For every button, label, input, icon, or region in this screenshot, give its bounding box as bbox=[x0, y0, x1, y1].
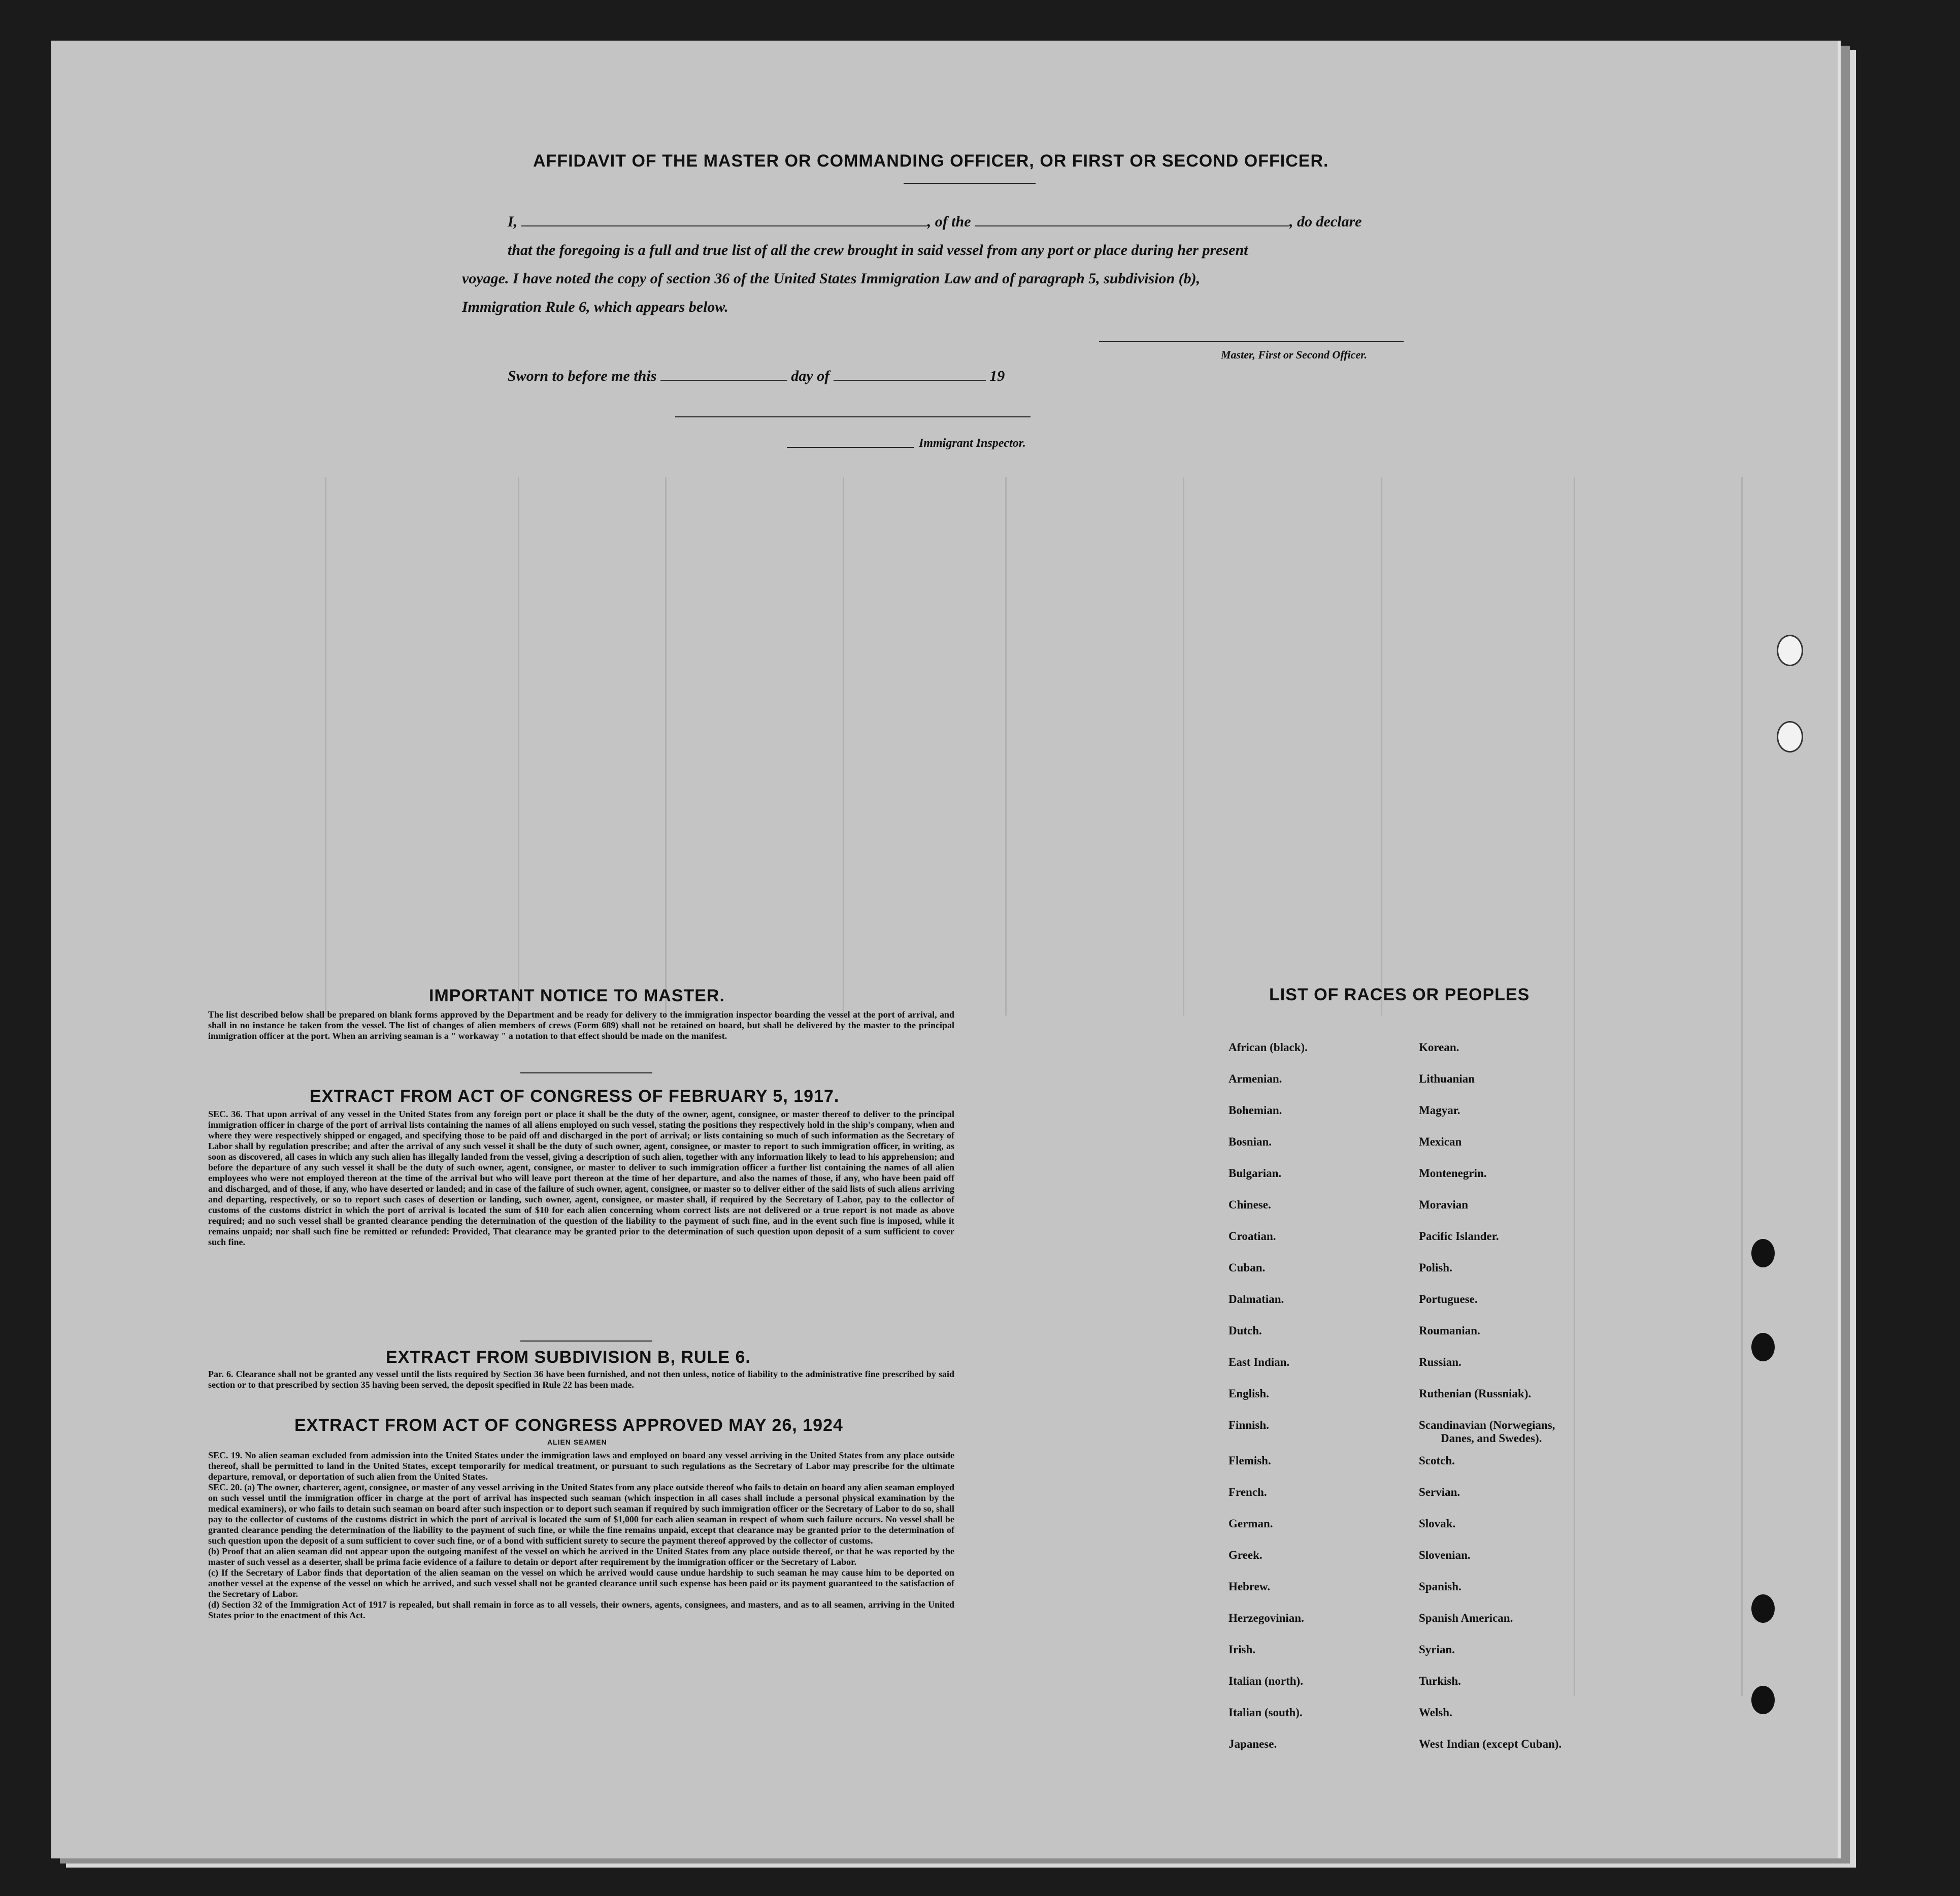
race-item: Lithuanian bbox=[1419, 1072, 1475, 1085]
race-item: Greek. bbox=[1228, 1549, 1263, 1561]
sworn-line: Sworn to before me this day of 19 bbox=[508, 368, 1005, 384]
form-page bbox=[51, 41, 1841, 1858]
race-item: Moravian bbox=[1419, 1198, 1469, 1211]
sec-20d-paragraph: (d) Section 32 of the Immigration Act of 1917 is repealed, but shall remain in force as to all vessels, their owners, agents, consignees, and masters, and as to all seamen, arriving in the United States prior to the enactment of this Act. bbox=[208, 1599, 954, 1620]
declaration-line-2: that the foregoing is a full and true list of all the crew brought in said vessel from any port or place during her present bbox=[508, 242, 1248, 258]
race-item: Korean. bbox=[1419, 1041, 1459, 1054]
race-item: Scandinavian (Norwegians, bbox=[1419, 1419, 1555, 1431]
punch-hole bbox=[1751, 1686, 1775, 1714]
ghost-column-line bbox=[1741, 477, 1743, 1696]
race-item: Portuguese. bbox=[1419, 1293, 1478, 1305]
punch-hole bbox=[1777, 721, 1803, 753]
ghost-column-line bbox=[1574, 477, 1575, 1696]
inspector-signature-label: Immigrant Inspector. bbox=[919, 437, 1026, 450]
race-item: English. bbox=[1228, 1387, 1269, 1400]
declaration-line-1: I, , of the , do declare bbox=[508, 213, 1362, 230]
race-item: German. bbox=[1228, 1517, 1273, 1530]
race-item: Montenegrin. bbox=[1419, 1167, 1487, 1180]
race-item: Spanish. bbox=[1419, 1580, 1461, 1593]
notice-body: The list described below shall be prepared on blank forms approved by the Department and be ready for delivery to the immigration inspector boarding the vessel at the port of arrival, and shall in no instance be taken from the vessel. The list of changes of alien members of crews (Form 689) shall not be retained on board, but shall be delivered by the master to the principal immigration officer at the port. When an arriving seaman is a " workaway " a notation to that effect should be made on the manifest. bbox=[208, 1009, 954, 1041]
race-item: Dutch. bbox=[1228, 1324, 1262, 1337]
race-item: Scotch. bbox=[1419, 1454, 1455, 1467]
extract-rule6-body: Par. 6. Clearance shall not be granted any vessel until the lists required by Section 36 have been furnished, and not then unless, notice of liability to the administrative fine prescribed by said section or to that prescribed by section 35 having been served, the deposit specified in Rule 22 has been made. bbox=[208, 1369, 954, 1390]
notice-title: IMPORTANT NOTICE TO MASTER. bbox=[429, 986, 725, 1005]
sec-20c-paragraph: (c) If the Secretary of Labor finds that deportation of the alien seaman on the vessel on which he arrived would cause undue hardship to such seaman he may cause him to be deported on another vessel at the expense of the vessel on which he arrived, and such vessel shall not be granted clearance until such expense has been paid or its payment guaranteed to the satisfaction of the Secretary of Labor. bbox=[208, 1567, 954, 1599]
position-blank[interactable] bbox=[975, 213, 1289, 226]
race-item: Flemish. bbox=[1228, 1454, 1271, 1467]
ghost-column-line bbox=[1005, 477, 1007, 1016]
race-item: Armenian. bbox=[1228, 1072, 1282, 1085]
race-item: Japanese. bbox=[1228, 1738, 1277, 1750]
race-item-continuation: Danes, and Swedes). bbox=[1441, 1432, 1542, 1445]
ghost-column-line bbox=[1381, 477, 1382, 1016]
sworn-day-blank[interactable] bbox=[660, 368, 787, 381]
race-item: Russian. bbox=[1419, 1356, 1461, 1368]
punch-hole bbox=[1751, 1594, 1775, 1623]
race-item: Cuban. bbox=[1228, 1261, 1266, 1274]
divider bbox=[520, 1341, 652, 1342]
race-item: Herzegovinian. bbox=[1228, 1612, 1304, 1624]
race-item: Roumanian. bbox=[1419, 1324, 1480, 1337]
master-signature-label: Master, First or Second Officer. bbox=[1221, 348, 1368, 361]
race-item: Hebrew. bbox=[1228, 1580, 1270, 1593]
extract-rule6-title: EXTRACT FROM SUBDIVISION B, RULE 6. bbox=[386, 1348, 751, 1367]
race-item: Slovenian. bbox=[1419, 1549, 1471, 1561]
race-item: Servian. bbox=[1419, 1486, 1460, 1498]
race-item: Magyar. bbox=[1419, 1104, 1460, 1117]
race-item: Bulgarian. bbox=[1228, 1167, 1282, 1180]
ghost-column-line bbox=[325, 477, 326, 1016]
race-item: East Indian. bbox=[1228, 1356, 1290, 1368]
punch-hole bbox=[1751, 1333, 1775, 1361]
declaration-line-3: voyage. I have noted the copy of section 36 of the United States Immigration Law and of paragraph 5, subdivision (b), bbox=[462, 270, 1201, 287]
sworn-month-blank[interactable] bbox=[834, 368, 986, 381]
separator bbox=[675, 416, 1031, 417]
race-item: Polish. bbox=[1419, 1261, 1452, 1274]
divider bbox=[520, 1072, 652, 1073]
race-item: Bohemian. bbox=[1228, 1104, 1282, 1117]
inspector-signature-line[interactable] bbox=[787, 447, 914, 448]
race-item: Croatian. bbox=[1228, 1230, 1276, 1243]
extract-1924-subtitle: ALIEN SEAMEN bbox=[547, 1438, 607, 1446]
name-blank[interactable] bbox=[521, 213, 927, 226]
race-item: Italian (south). bbox=[1228, 1706, 1303, 1719]
race-item: African (black). bbox=[1228, 1041, 1308, 1054]
race-item: Irish. bbox=[1228, 1643, 1256, 1656]
sec-20b-paragraph: (b) Proof that an alien seaman did not appear upon the outgoing manifest of the vessel on which he arrived in the United States from any place outside thereof, or that he was reported by the master of such vessel as a deserter, shall be prima facie evidence of a failure to detain or deport after requirement by the immigration officer or the Secretary of Labor. bbox=[208, 1546, 954, 1567]
races-title: LIST OF RACES OR PEOPLES bbox=[1269, 985, 1530, 1004]
race-item: Turkish. bbox=[1419, 1675, 1461, 1687]
affidavit-title: AFFIDAVIT OF THE MASTER OR COMMANDING OFFICER, OR FIRST OR SECOND OFFICER. bbox=[533, 151, 1329, 171]
ghost-column-line bbox=[1183, 477, 1184, 1016]
master-signature-line[interactable] bbox=[1099, 341, 1404, 342]
race-item: Welsh. bbox=[1419, 1706, 1452, 1719]
ghost-column-line bbox=[843, 477, 844, 1016]
divider bbox=[904, 183, 1036, 184]
punch-hole bbox=[1777, 635, 1803, 666]
extract-1917-body: SEC. 36. That upon arrival of any vessel in the United States from any foreign port or place it shall be the duty of the owner, agent, consignee, or master thereof to deliver to the principal immigration officer in charge of the port of arrival lists containing the names of all aliens employed on such vessel, stating the positions they respectively hold in the ship's company, when and where they were respectively shipped or engaged, and specifying those to be paid off and discharged in the port of arrival; or lists containing so much of such information as the Secretary of Labor shall by regulation prescribe; and after the arrival of any such vessel it shall be the duty of such owner, agent, consignee, or master to report to such immigration officer, in writing, as soon as discovered, all cases in which any such alien has illegally landed from the vessel, giving a description of such alien, together with any information likely to lead to his apprehension; and before the departure of any such vessel it shall be the duty of such owner, agent, consignee, or master to deliver to such immigration officer a further list containing the names of all alien employees who were not employed thereon at the time of the arrival but who will leave port thereon at the time of her departure, and also the names of those, if any, who have been paid off and discharged, and of those, if any, who have deserted or landed; and in case of the failure of such owner, agent, consignee, or master so to deliver either of the said lists of such aliens arriving and departing, respectively, or so to report such cases of desertion or landing, such owner, agent, consignee, or master shall, if required by the Secretary of Labor, pay to the collector of customs of the customs district in which the port of arrival is located the sum of $10 for each alien concerning whom correct lists are not delivered or a true report is not made as above required; and no such vessel shall be granted clearance pending the determination of the question of the liability to the payment of such fine, and in the event such fine is imposed, while it remains unpaid; nor shall such fine be remitted or refunded: Provided, That clearance may be granted prior to the determination of such question upon deposit of a sum sufficient to cover such fine. bbox=[208, 1109, 954, 1247]
race-item: Spanish American. bbox=[1419, 1612, 1513, 1624]
race-item: Mexican bbox=[1419, 1135, 1462, 1148]
extract-1924-body bbox=[208, 1450, 954, 1621]
sec-20a-paragraph: SEC. 20. (a) The owner, charterer, agent, consignee, or master of any vessel arriving in the United States from any place outside thereof who fails to detain on board any alien seaman employed on such vessel until the immigration officer in charge at the port of arrival has inspected such seaman (which inspection in all cases shall include a personal physical examination by the medical examiners), or who fails to detain such seaman on board after such inspection or to deport such seaman if required by such immigration officer or the Secretary of Labor to do so, shall pay to the collector of customs of the customs district in which the port of arrival is located the sum of $1,000 for each alien seaman in respect of whom such failure occurs. No vessel shall be granted clearance pending the determination of the liability to the payment of such fine, or while the fine remains unpaid, except that clearance may be granted prior to the determination of such question upon the deposit of a sum sufficient to cover such fine, or of a bond with sufficient surety to secure the payment thereof approved by the collector of customs. bbox=[208, 1482, 954, 1546]
race-item: Dalmatian. bbox=[1228, 1293, 1284, 1305]
punch-hole bbox=[1751, 1239, 1775, 1267]
extract-1924-title: EXTRACT FROM ACT OF CONGRESS APPROVED MAY 26, 1924 bbox=[294, 1416, 843, 1435]
ghost-column-line bbox=[665, 477, 667, 1016]
race-item: Pacific Islander. bbox=[1419, 1230, 1499, 1243]
race-item: Bosnian. bbox=[1228, 1135, 1272, 1148]
race-item: French. bbox=[1228, 1486, 1267, 1498]
ghost-column-line bbox=[518, 477, 519, 1016]
extract-1917-title: EXTRACT FROM ACT OF CONGRESS OF FEBRUARY 5, 1917. bbox=[310, 1087, 840, 1106]
race-item: West Indian (except Cuban). bbox=[1419, 1738, 1562, 1750]
race-item: Chinese. bbox=[1228, 1198, 1271, 1211]
sec-19-paragraph: SEC. 19. No alien seaman excluded from admission into the United States under the immigration laws and employed on board any vessel arriving in the United States from any place outside thereof, shall be permitted to land in the United States, except temporarily for medical treatment, or pursuant to such regulations as the Secretary of Labor may prescribe for the ultimate departure, removal, or deportation of such alien from the United States. bbox=[208, 1450, 954, 1482]
declaration-line-4: Immigration Rule 6, which appears below. bbox=[462, 299, 728, 315]
race-item: Finnish. bbox=[1228, 1419, 1269, 1431]
race-item: Slovak. bbox=[1419, 1517, 1456, 1530]
race-item: Italian (north). bbox=[1228, 1675, 1303, 1687]
race-item: Syrian. bbox=[1419, 1643, 1455, 1656]
race-item: Ruthenian (Russniak). bbox=[1419, 1387, 1532, 1400]
